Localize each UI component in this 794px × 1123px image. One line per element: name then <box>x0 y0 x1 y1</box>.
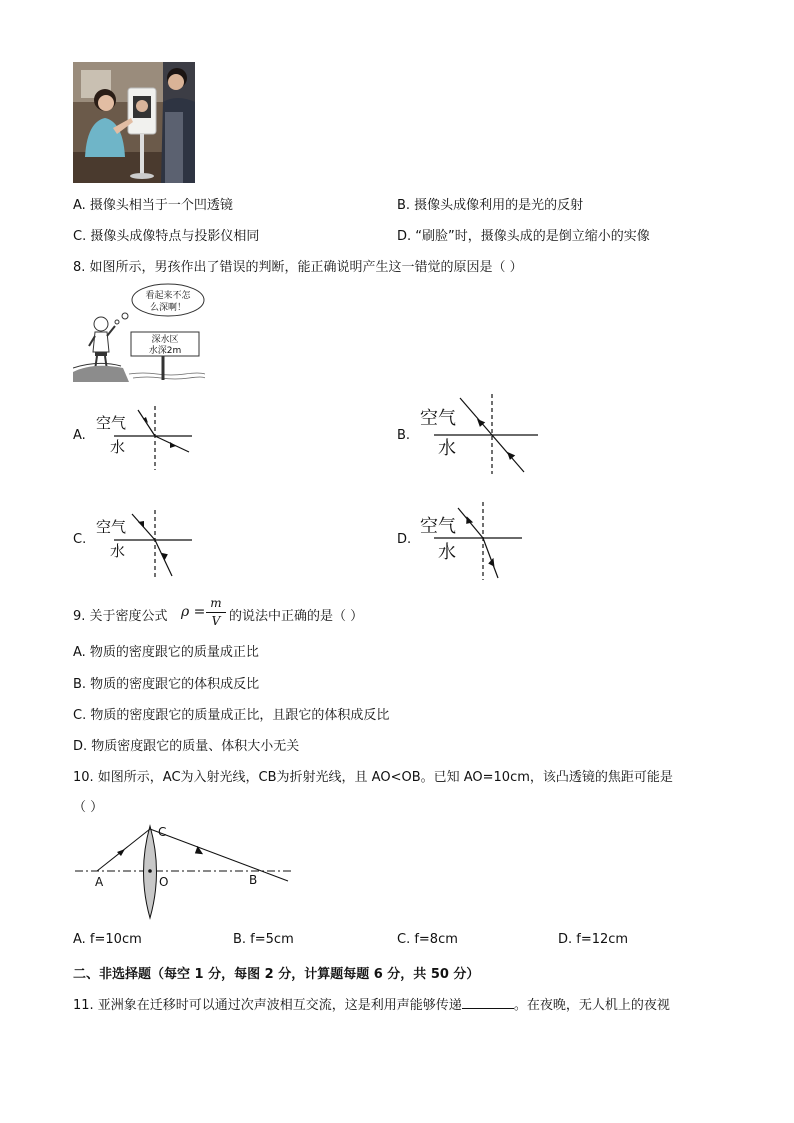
q10-option-a: A. f=10cm <box>73 932 142 947</box>
face-recognition-photo <box>73 62 195 183</box>
q8-label-d: D. <box>397 532 412 547</box>
q10-option-d: D. f=12cm <box>558 932 629 947</box>
q11-answer-blank[interactable] <box>462 996 514 1009</box>
q9-option-d: D. 物质密度跟它的质量、体积大小无关 <box>73 739 300 754</box>
q10-label-o: O <box>159 875 169 889</box>
diagram-a-water-label: 水 <box>110 438 126 456</box>
q7-option-b: B. 摄像头成像利用的是光的反射 <box>397 198 584 213</box>
q10-lens-diagram[interactable] <box>73 822 295 922</box>
q9-formula-numerator: m <box>210 596 222 610</box>
q8-diagram-c[interactable] <box>94 508 196 580</box>
diagram-c-air-label: 空气 <box>96 518 127 536</box>
boy-at-pool-illustration <box>73 282 205 382</box>
q10-option-c: C. f=8cm <box>397 932 458 947</box>
diagram-c-water-label: 水 <box>110 542 126 560</box>
q9-stem-post: 的说法中正确的是（ ） <box>229 609 364 624</box>
q7-option-a: A. 摄像头相当于一个凹透镜 <box>73 198 233 213</box>
q9-option-a: A. 物质的密度跟它的质量成正比 <box>73 645 259 660</box>
q9-option-c: C. 物质的密度跟它的质量成正比，且跟它的体积成反比 <box>73 708 390 723</box>
q7-option-d: D. “刷脸”时，摄像头成的是倒立缩小的实像 <box>397 229 650 244</box>
q8-stem: 8. 如图所示，男孩作出了错误的判断，能正确说明产生这一错觉的原因是（ ） <box>73 260 523 275</box>
q8-diagram-d[interactable] <box>420 500 524 582</box>
q11-text <box>73 994 670 1013</box>
q9-formula-denominator: V <box>211 614 221 628</box>
sign-line1: 深水区 <box>151 335 179 345</box>
q8-label-a: A. <box>73 428 86 443</box>
q10-paren: （ ） <box>73 800 104 815</box>
diagram-a-air-label: 空气 <box>96 414 127 432</box>
diagram-d-water-label: 水 <box>438 542 456 563</box>
q9-formula-fraction-bar <box>206 612 226 613</box>
thought-bubble-line1: 看起来不怎 <box>145 291 191 301</box>
q10-label-b: B <box>249 873 258 887</box>
q9-formula-rho: ρ = <box>181 604 206 620</box>
section2-title: 二、非选择题（每空 1 分，每图 2 分，计算题每题 6 分，共 50 分） <box>73 967 480 982</box>
q8-diagram-a[interactable] <box>94 404 196 472</box>
q7-option-c: C. 摄像头成像特点与投影仪相同 <box>73 229 260 244</box>
q10-stem: 10. 如图所示，AC为入射光线，CB为折射光线，且 AO<OB。已知 AO=10cm，该凸透镜的焦距可能是 <box>73 770 673 785</box>
q10-label-a: A <box>95 875 104 889</box>
q10-option-b: B. f=5cm <box>233 932 294 947</box>
q9-stem-pre: 9. 关于密度公式 <box>73 609 168 624</box>
thought-bubble-line2: 么深啊！ <box>149 303 187 313</box>
sign-line2: 水深2m <box>148 346 182 356</box>
q9-option-b: B. 物质的密度跟它的体积成反比 <box>73 677 260 692</box>
q8-label-b: B. <box>397 428 411 443</box>
diagram-b-water-label: 水 <box>438 438 456 459</box>
diagram-b-air-label: 空气 <box>420 408 456 429</box>
q11-text-pre: 11. 亚洲象在迁移时可以通过次声波相互交流，这是利用声能够传递 <box>73 998 462 1013</box>
q8-label-c: C. <box>73 532 87 547</box>
diagram-d-air-label: 空气 <box>420 516 456 537</box>
q8-diagram-b[interactable] <box>420 392 540 476</box>
q10-label-c: C <box>158 825 167 839</box>
q11-text-post: 。在夜晚，无人机上的夜视 <box>513 998 670 1013</box>
